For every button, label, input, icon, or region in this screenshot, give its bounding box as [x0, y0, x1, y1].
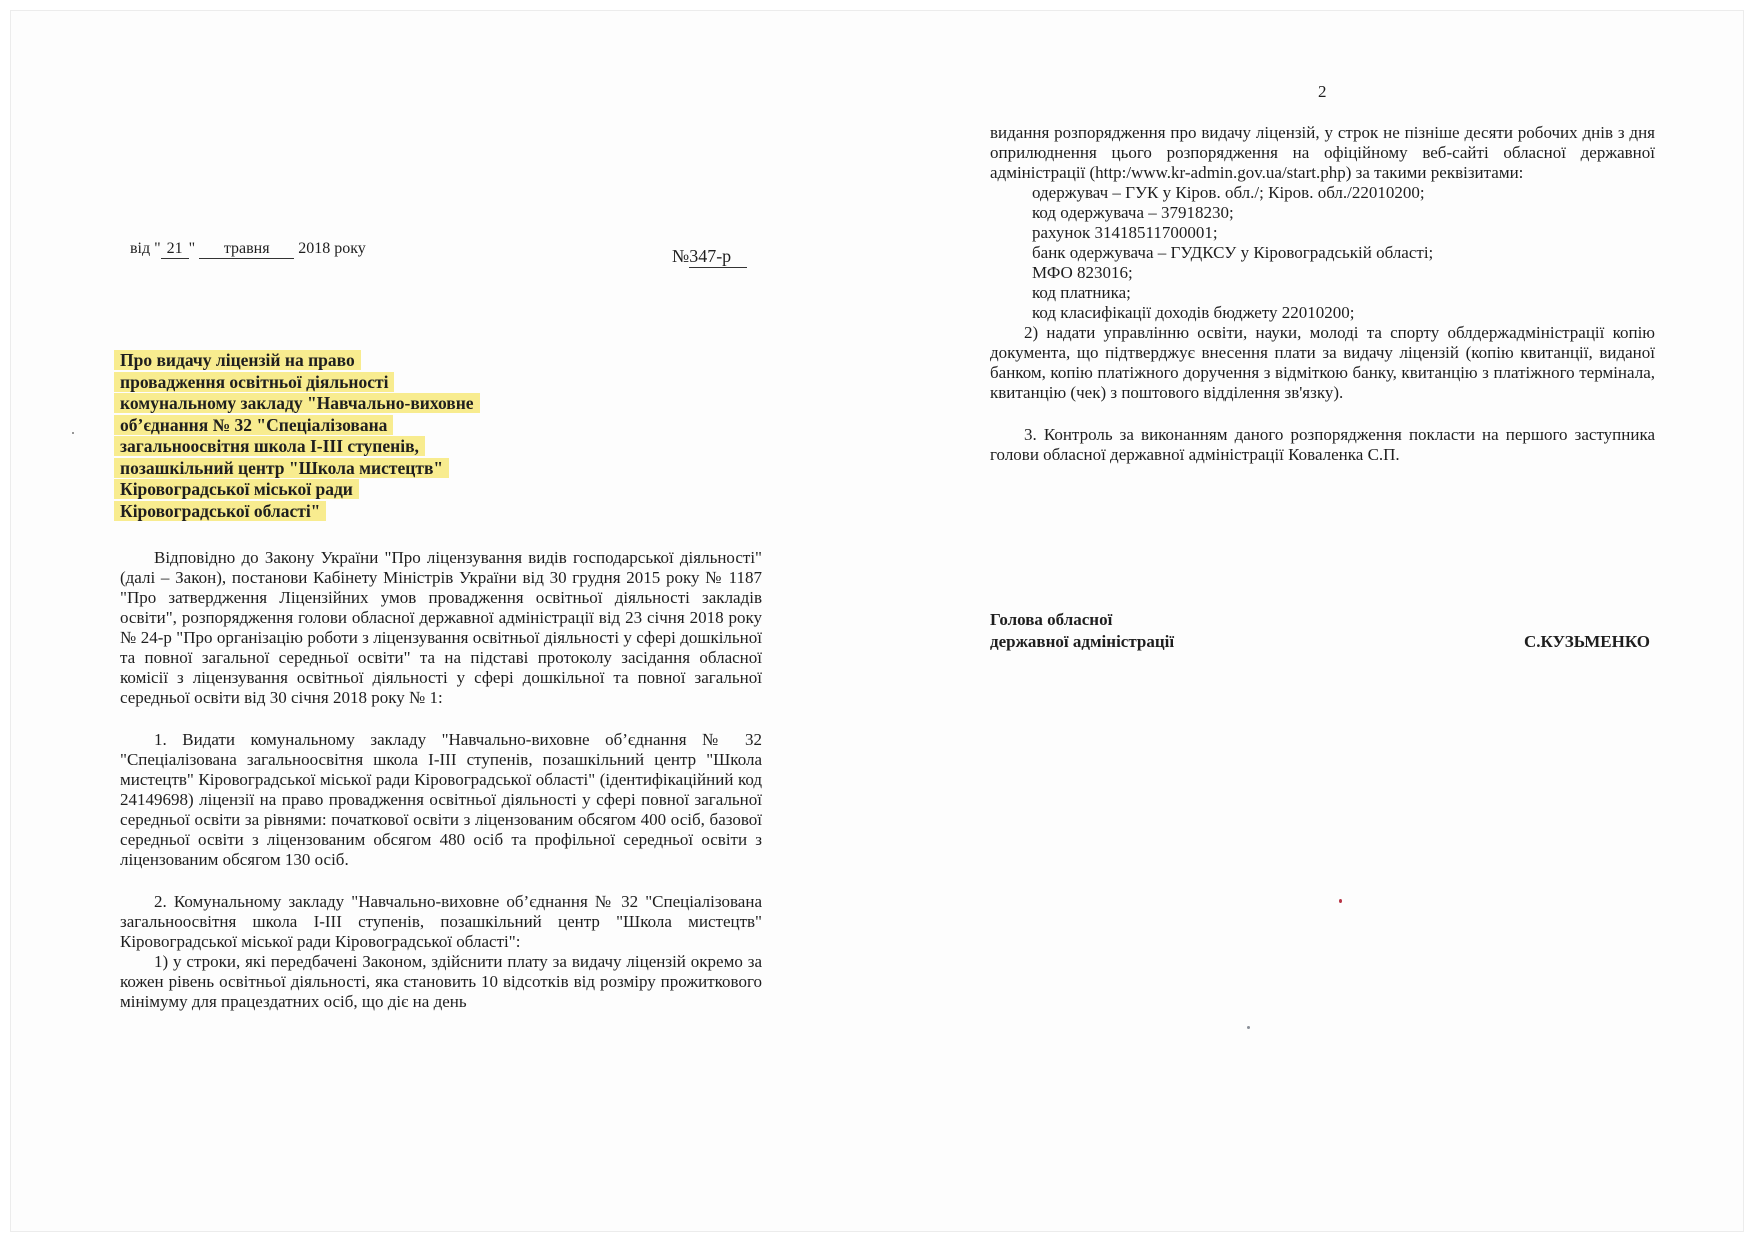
scan-speck — [72, 432, 74, 434]
order-number — [672, 246, 747, 268]
scan-speck — [1247, 1026, 1250, 1029]
right-page-body — [990, 123, 1655, 465]
title-line: загальноосвітня школа І-ІІІ ступенів, — [114, 436, 425, 456]
payment-detail: код платника; — [1032, 283, 1131, 302]
order-date — [130, 240, 366, 259]
payment-detail: рахунок 31418511700001; — [1032, 223, 1218, 242]
preamble-paragraph: Відповідно до Закону України "Про ліцензування видів господарської діяльності" (далі – Закон), постанови Кабінету Міністрів України від 30 грудня 2015 року № 1187 "Про затвердження Ліцензійних умов провадження освітньої діяльності закладів освіти", розпорядження голови обласної державної адміністрації від 23 січня 2018 року № 24-р "Про організацію роботи з ліцензування освітньої діяльності у сфері дошкільної та повної загальної середньої освіти" та на підставі протоколу засідання обласної комісії з ліцензування освітньої діяльності у сфері дошкільної та повної загальної середньої освіти від 30 січня 2018 року № 1: — [120, 548, 762, 707]
item-1-paragraph: 1. Видати комунальному закладу "Навчально-виховне об’єднання № 32 "Спеціалізована загальноосвітня школа І-ІІІ ступенів, позашкільний центр "Школа мистецтв" Кіровоградської міської ради Кіровоградської області" (ідентифікаційний код 24149698) ліцензії на право провадження освітньої діяльності у сфері повної загальної середньої освіти за рівнями: початкової освіти з ліцензованим обсягом 400 осіб, базової середньої освіти з ліцензованим обсягом 480 осіб та профільної середньої освіти з ліцензованим обсягом 130 осіб. — [120, 730, 762, 869]
title-line: комунальному закладу "Навчально-виховне — [114, 393, 480, 413]
title-line: провадження освітньої діяльності — [114, 372, 394, 392]
signatory-position-line-1: Голова обласної — [990, 610, 1113, 629]
scan-speck — [1339, 899, 1342, 903]
date-month: травня — [199, 240, 294, 259]
document-title — [120, 350, 540, 522]
item-2-subitem-1: 1) у строки, які передбачені Законом, здійснити плату за видачу ліцензій окремо за кожен рівень освітньої діяльності, яка становить 10 відсотків від розміру прожиткового мінімуму для працездатних осіб, що діє на день — [120, 952, 762, 1011]
date-year: 2018 року — [298, 240, 366, 257]
payment-detail: код одержувача – 37918230; — [1032, 203, 1234, 222]
title-line: Кіровоградської області" — [114, 501, 326, 521]
title-line: позашкільний центр "Школа мистецтв" — [114, 458, 449, 478]
item-3-paragraph: 3. Контроль за виконанням даного розпорядження покласти на першого заступника голови обласної державної адміністрації Коваленка С.П. — [990, 425, 1655, 464]
payment-detail: код класифікації доходів бюджету 22010200; — [1032, 303, 1355, 322]
title-line: Про видачу ліцензій на право — [114, 350, 361, 370]
signatory-position-line-2: державної адміністрації — [990, 632, 1175, 651]
continuation-paragraph: видання розпорядження про видачу ліцензій, у строк не пізніше десяти робочих днів з дня оприлюднення цього розпорядження на офіційному веб-сайті обласної державної адміністрації (http:/www.kr-admin.gov.ua/start.php) за такими реквізитами: — [990, 123, 1655, 182]
date-quote: " — [188, 240, 196, 257]
number-prefix: № — [672, 246, 690, 266]
item-2-paragraph: 2. Комунальному закладу "Навчально-виховне об’єднання № 32 "Спеціалізована загальноосвітня школа І-ІІІ ступенів, позашкільний центр "Школа мистецтв" Кіровоградської міської ради Кіровоградської області": — [120, 892, 762, 951]
title-line: Кіровоградської міської ради — [114, 479, 359, 499]
page-number: 2 — [1318, 82, 1327, 101]
date-prefix: від " — [130, 240, 161, 257]
left-page-body — [120, 548, 762, 1012]
payment-detail: МФО 823016; — [1032, 263, 1133, 282]
number-value: 347-р — [689, 246, 747, 268]
signatory-name: С.КУЗЬМЕНКО — [1523, 632, 1650, 651]
item-2-subitem-2: 2) надати управлінню освіти, науки, молоді та спорту облдержадміністрації копію документа, що підтверджує внесення плати за видачу ліцензій (копію квитанції, виданої банком, копію платіжного доручення з відміткою банку, квитанцію з платіжного термінала, квитанцію (чек) з поштового відділення зв'язку). — [990, 323, 1655, 402]
payment-detail: банк одержувача – ГУДКСУ у Кіровоградській області; — [1032, 243, 1434, 262]
date-day: 21 — [161, 240, 189, 259]
payment-detail: одержувач – ГУК у Кіров. обл./; Кіров. обл./22010200; — [1032, 183, 1425, 202]
title-line: об’єднання № 32 "Спеціалізована — [114, 415, 393, 435]
signature-block — [990, 609, 1650, 653]
